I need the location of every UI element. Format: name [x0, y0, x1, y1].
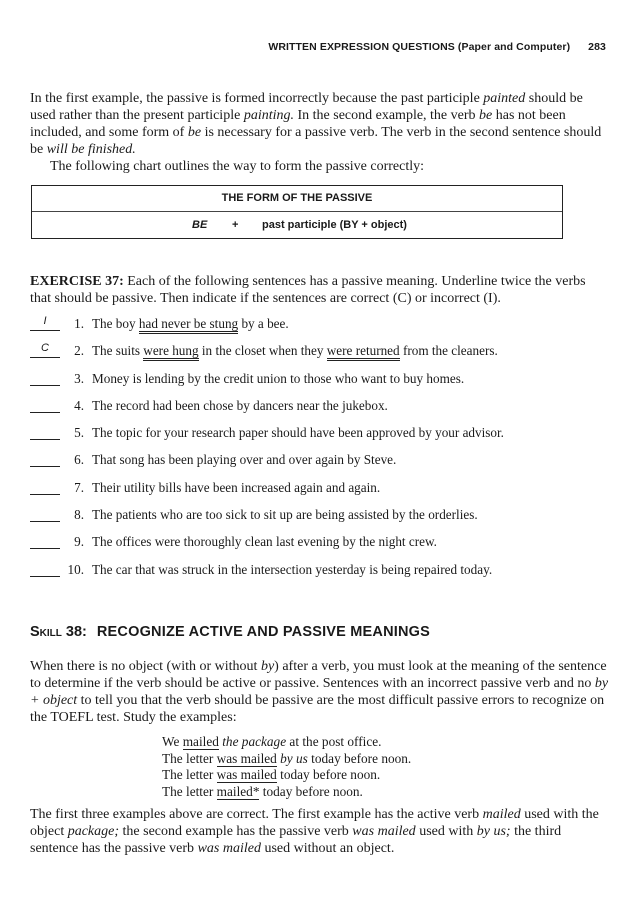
item-text: Money is lending by the credit union to those who want to buy homes.: [92, 370, 465, 386]
list-item: [30, 532, 620, 559]
item-text-part: The suits: [92, 343, 144, 359]
item-text: The car that was struck in the intersection yesterday is being repaired today.: [92, 561, 493, 577]
exercise-instructions: Each of the following sentences has a passive meaning. Underline twice the verbs that should be passive. Then indicate if the sentences are correct (C) or incorrect (I).: [30, 274, 586, 306]
intro-italic: be: [187, 125, 202, 140]
skill-paragraph-2: [30, 806, 610, 857]
underlined-verb: mailed: [182, 734, 219, 749]
example-sentence: [162, 734, 411, 751]
page-number: 283: [588, 41, 606, 53]
chart-formula: [32, 212, 562, 238]
skill-text: used with the object: [30, 807, 599, 839]
double-underlined-verb: were hung: [143, 343, 198, 361]
item-number: 7.: [74, 479, 84, 495]
underlined-verb: was mailed: [216, 767, 277, 783]
list-item: [30, 450, 620, 477]
answer-blank[interactable]: C: [30, 341, 60, 358]
example-text: The letter: [162, 783, 217, 799]
double-underlined-verb: were returned: [327, 343, 400, 361]
item-number: 4.: [74, 397, 84, 413]
answer-blank[interactable]: [30, 450, 60, 467]
example-sentence: [162, 767, 411, 784]
item-text-part: by a bee.: [238, 316, 289, 331]
intro-text: is necessary for a passive verb. The verb in the second sentence should be: [30, 125, 602, 157]
example-text: The letter: [162, 750, 217, 766]
skill-heading: [30, 624, 430, 640]
item-number: 6.: [74, 452, 84, 468]
item-text: [92, 341, 498, 361]
skill-italic: by us;: [476, 824, 511, 839]
exercise-label: EXERCISE 37:: [30, 274, 124, 289]
item-text: The patients who are too sick to sit up are being assisted by the orderlies.: [92, 507, 478, 523]
example-object: by us: [276, 750, 308, 766]
exercise-heading: [30, 273, 610, 307]
answer-blank[interactable]: [30, 478, 60, 495]
answer-blank[interactable]: [30, 532, 60, 549]
answer-blank[interactable]: [30, 505, 60, 522]
list-item: [30, 369, 620, 396]
item-text: The offices were thoroughly clean last evening by the night crew.: [92, 534, 437, 550]
skill-text: the third sentence has the passive verb: [30, 824, 562, 856]
intro-paragraph: [30, 90, 610, 158]
skill-text: The first three examples above are correct. The first example has the active verb: [30, 807, 483, 822]
intro-italic: painting.: [243, 108, 294, 123]
skill-text: used without an object.: [260, 841, 395, 856]
skill-text: used with: [415, 824, 477, 839]
intro-italic: painted: [483, 91, 526, 106]
intro-text: should be used rather than the present participle: [30, 91, 583, 123]
item-text: [92, 314, 289, 334]
item-number: 10.: [67, 561, 84, 577]
item-number: 9.: [74, 534, 84, 550]
list-item: [30, 505, 620, 532]
skill-text: When there is no object (with or without: [30, 659, 261, 674]
running-header: [268, 41, 606, 53]
intro-text: In the first example, the passive is formed incorrectly because the past participle: [30, 91, 484, 106]
running-title: WRITTEN EXPRESSION QUESTIONS (Paper and Computer): [268, 41, 571, 53]
skill-italic: was mailed: [352, 824, 416, 839]
example-text: We: [162, 734, 183, 749]
chart-be: BE: [192, 219, 208, 231]
answer-blank[interactable]: [30, 560, 60, 577]
skill-italic: was mailed: [197, 841, 261, 856]
intro-italic: will be finished.: [46, 142, 136, 157]
skill-text: ) after a verb, you must look at the meaning of the sentence to determine if the verb should be active or passive. Sentences with an incorrect passive verb and no: [30, 659, 607, 691]
item-number: 3.: [74, 370, 84, 386]
answer-blank[interactable]: [30, 423, 60, 440]
intro-text: has not been included, and some form of: [30, 108, 566, 140]
intro-text: In the second example, the verb: [293, 108, 480, 123]
item-number: 8.: [74, 507, 84, 523]
answer-blank[interactable]: I: [30, 314, 60, 331]
item-text: That song has been playing over and over again by Steve.: [92, 452, 397, 468]
skill-text: to tell you that the verb should be passive are the most difficult passive errors to recognize on the TOEFL test. Study the examples:: [30, 693, 605, 725]
list-item: [30, 341, 620, 368]
example-text: today before noon.: [276, 767, 381, 783]
answer-blank[interactable]: [30, 369, 60, 386]
item-text-part: in the closet when they: [198, 343, 327, 359]
chart-plus: +: [232, 219, 239, 231]
chart-participle: past participle (BY + object): [262, 219, 407, 231]
skill-italic: package;: [67, 824, 120, 839]
skill-italic: mailed: [482, 807, 521, 822]
list-item: [30, 314, 620, 341]
item-text-part: The boy: [92, 316, 139, 331]
item-text: Their utility bills have been increased again and again.: [92, 479, 381, 495]
intro-paragraph-2: The following chart outlines the way to form the passive correctly:: [50, 159, 425, 174]
list-item: [30, 396, 620, 423]
answer-blank[interactable]: [30, 396, 60, 413]
example-text: today before noon.: [259, 783, 363, 799]
example-text: The letter: [162, 767, 217, 783]
intro-italic: be: [479, 108, 493, 123]
underlined-verb: mailed*: [216, 783, 260, 799]
item-text: The topic for your research paper should have been approved by your advisor.: [92, 425, 504, 441]
passive-form-chart: [31, 185, 563, 239]
skill-italic: by: [260, 659, 275, 674]
list-item: [30, 478, 620, 505]
example-object: the package: [218, 734, 287, 749]
example-text: today before noon.: [307, 750, 412, 766]
underlined-verb: was mailed: [216, 750, 277, 766]
item-number: 1.: [74, 316, 84, 331]
example-sentence: [162, 784, 411, 801]
list-item: [30, 423, 620, 450]
skill-italic: by + object: [30, 676, 609, 708]
skill-text: the second example has the passive verb: [119, 824, 353, 839]
item-number: 2.: [74, 343, 84, 359]
chart-title: THE FORM OF THE PASSIVE: [32, 186, 562, 212]
item-text-part: from the cleaners.: [399, 343, 498, 359]
skill-label: Skill 38:: [30, 624, 87, 640]
list-item: [30, 560, 620, 587]
item-text: The record had been chose by dancers near the jukebox.: [92, 397, 388, 413]
example-text: at the post office.: [286, 734, 382, 749]
example-sentences: [162, 734, 411, 800]
example-sentence: [162, 751, 411, 768]
skill-paragraph: [30, 658, 610, 726]
double-underlined-verb: had never be stung: [139, 316, 238, 334]
item-number: 5.: [74, 425, 84, 441]
skill-title: RECOGNIZE ACTIVE AND PASSIVE MEANINGS: [96, 624, 431, 640]
exercise-list: [30, 314, 620, 587]
